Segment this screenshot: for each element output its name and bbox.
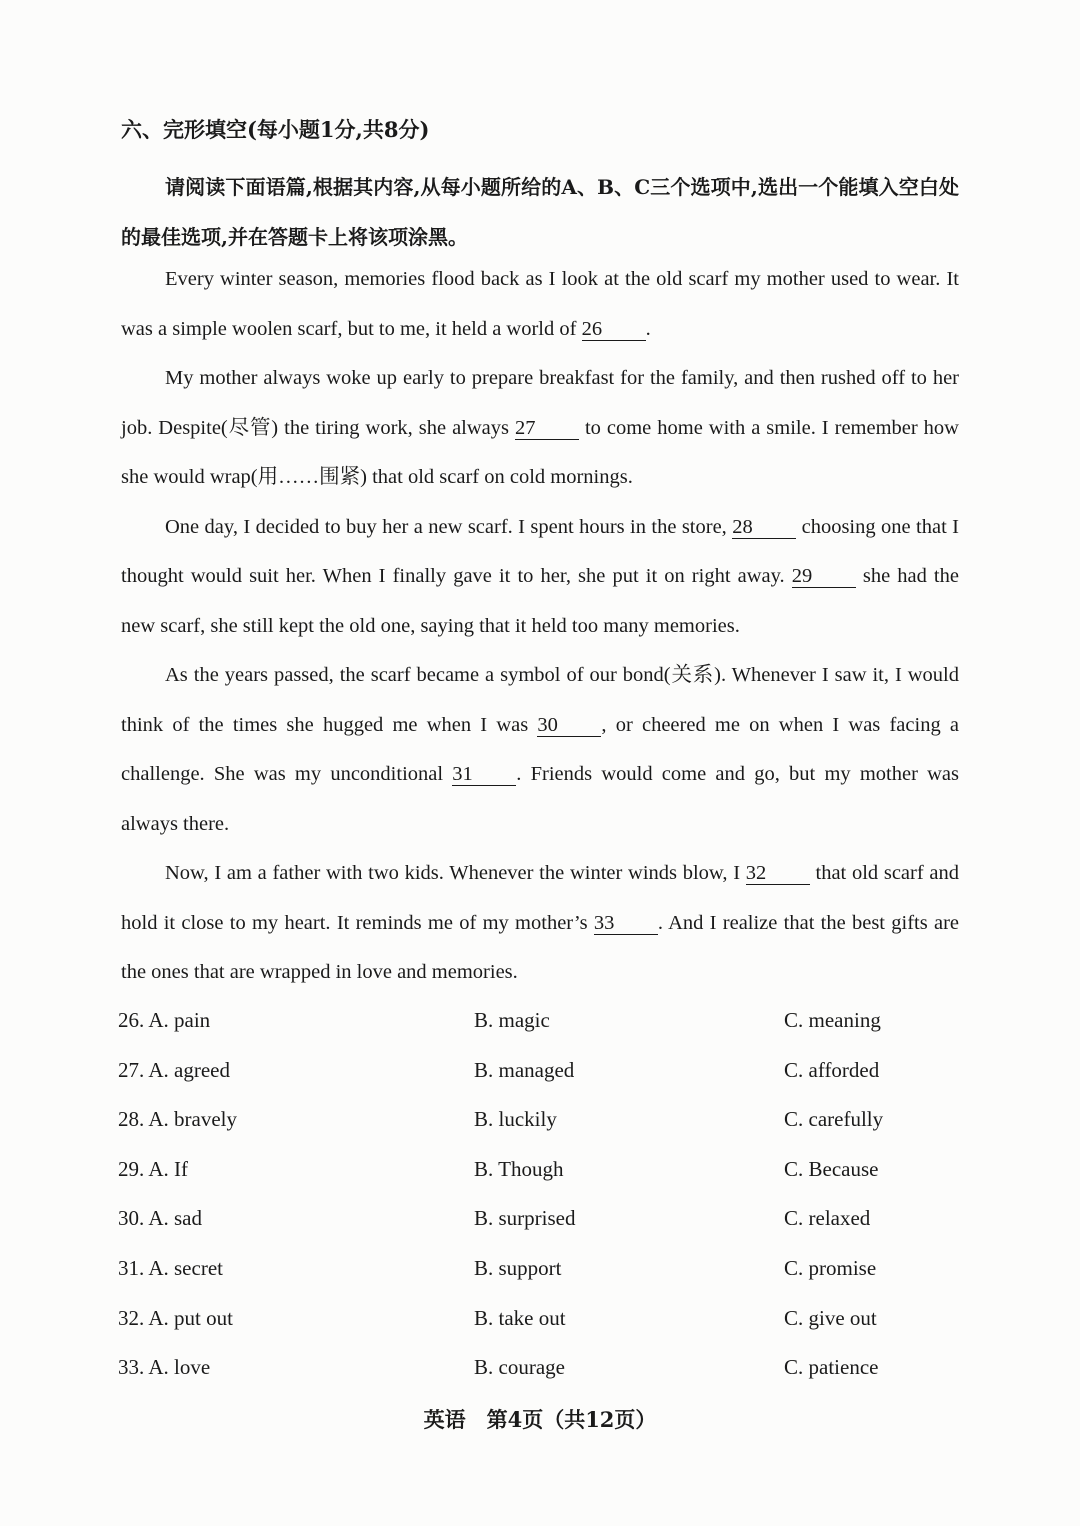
blank-31: 31: [452, 763, 516, 786]
option-a: 30. A. sad: [118, 1206, 202, 1231]
option-b: B. Though: [474, 1156, 564, 1181]
option-c: C. promise: [784, 1255, 877, 1280]
option-a: 26. A. pain: [118, 1008, 211, 1032]
option-row: [118, 1099, 978, 1149]
instructions: 请阅读下面语篇,根据其内容,从每小题所给的A、B、C三个选项中,选出一个能填入空白处的最佳选项,并在答题卡上将该项涂黑。: [121, 175, 959, 249]
option-row: [118, 1298, 978, 1348]
option-c: C. meaning: [784, 1008, 881, 1032]
passage-paragraph-4: As the years passed, the scarf became a symbol of our bond(关系). Whenever I saw it, I would think of the times she hugged me when I was 30 , or cheered me on when I was facing a challenge. She was my unconditional 31 . Friends would come and go, but my mother was always there.: [121, 664, 960, 835]
blank-33: 33: [594, 912, 658, 935]
blank-30: 30: [537, 714, 601, 737]
option-a: 29. A. If: [118, 1156, 188, 1181]
option-b: B. support: [474, 1255, 562, 1280]
answer-options: [118, 1000, 978, 1397]
option-c: C. relaxed: [784, 1206, 871, 1231]
passage-paragraph-5: Now, I am a father with two kids. Whenever the winter winds blow, I 32 that old scarf and hold it close to my heart. It reminds me of my mother’s 33 . And I realize that the best gifts are the ones that are wrapped in love and memories.: [121, 862, 960, 983]
cloze-passage: [121, 255, 959, 998]
option-row: [118, 1198, 978, 1248]
option-b: B. luckily: [474, 1107, 557, 1132]
option-b: B. magic: [474, 1008, 550, 1032]
option-row: [118, 1149, 978, 1199]
option-row: [118, 1347, 978, 1397]
option-b: B. managed: [474, 1057, 575, 1082]
option-row: [118, 1248, 978, 1298]
option-row: [118, 1000, 978, 1050]
option-c: C. carefully: [784, 1107, 884, 1132]
passage-paragraph-3: One day, I decided to buy her a new scarf. I spent hours in the store, 28 choosing one that I thought would suit her. When I finally gave it to her, she put it on right away. 29 she had the new scarf, she still kept the old one, saying that it held too many memories.: [121, 515, 959, 637]
passage-paragraph-2: My mother always woke up early to prepare breakfast for the family, and then rushed off to her job. Despite(尽管) the tiring work, she always 27 to come home with a smile. I remember how she would wrap(用……围紧) that old scarf on cold mornings.: [121, 367, 959, 488]
option-b: B. surprised: [474, 1206, 576, 1231]
option-c: C. Because: [784, 1156, 879, 1181]
option-c: C. patience: [784, 1355, 879, 1380]
blank-27: 27: [515, 417, 579, 440]
option-a: 32. A. put out: [118, 1305, 233, 1330]
option-a: 31. A. secret: [118, 1255, 223, 1280]
blank-28: 28: [732, 516, 796, 539]
blank-29: 29: [792, 565, 856, 588]
option-a: 28. A. bravely: [118, 1107, 237, 1132]
option-b: B. courage: [474, 1355, 565, 1380]
option-c: C. afforded: [784, 1057, 880, 1082]
passage-paragraph-1: Every winter season, memories flood back as I look at the old scarf my mother used to wear. It was a simple woolen scarf, but to me, it held a world of 26 .: [121, 268, 959, 340]
option-b: B. take out: [474, 1305, 566, 1330]
blank-26: 26: [582, 318, 646, 341]
option-a: 27. A. agreed: [118, 1057, 230, 1082]
option-a: 33. A. love: [118, 1355, 211, 1380]
option-c: C. give out: [784, 1305, 877, 1330]
page-footer: 英语 第4页（共12页）: [423, 1407, 657, 1432]
section-title: 六、完形填空(每小题1分,共8分): [121, 117, 430, 142]
option-row: [118, 1050, 978, 1100]
blank-32: 32: [746, 862, 810, 885]
